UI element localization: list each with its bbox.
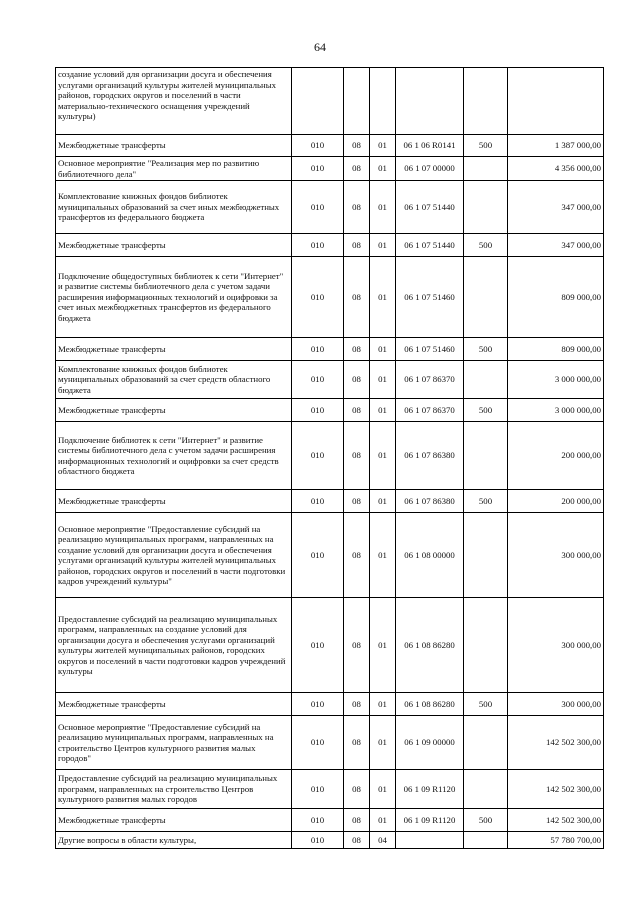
- subsection-code: 01: [370, 135, 396, 157]
- table-row: [56, 832, 604, 849]
- section-code: 08: [344, 809, 370, 832]
- amount: 809 000,00: [508, 257, 604, 338]
- expense-type-code: 500: [464, 809, 508, 832]
- target-article-code: 06 1 07 00000: [396, 157, 464, 181]
- row-name: Комплектование книжных фондов библиотек муниципальных образований за счет средств областного бюджета: [56, 361, 292, 399]
- row-name: Комплектование книжных фондов библиотек муниципальных образований за счет иных межбюджетных трансфертов из федерального бюджета: [56, 181, 292, 234]
- amount: 809 000,00: [508, 338, 604, 361]
- amount: 142 502 300,00: [508, 770, 604, 809]
- target-article-code: 06 1 09 R1120: [396, 809, 464, 832]
- row-name: Подключение общедоступных библиотек к сети "Интернет" и развитие системы библиотечного дела с учетом задачи расширения информационных технологий и оцифровки за счет иных межбюджетных трансфертов из федерального бюджета: [56, 257, 292, 338]
- subsection-code: 01: [370, 693, 396, 716]
- expense-type-code: 500: [464, 399, 508, 422]
- expense-type-code: 500: [464, 490, 508, 513]
- budget-table: [55, 67, 604, 849]
- target-article-code: 06 1 09 R1120: [396, 770, 464, 809]
- ministry-code: 010: [292, 770, 344, 809]
- row-name: Межбюджетные трансферты: [56, 693, 292, 716]
- subsection-code: 01: [370, 257, 396, 338]
- row-name: Межбюджетные трансферты: [56, 135, 292, 157]
- table-row: [56, 490, 604, 513]
- section-code: 08: [344, 181, 370, 234]
- table-row: [56, 157, 604, 181]
- expense-type-code: [464, 598, 508, 693]
- section-code: 08: [344, 693, 370, 716]
- amount: 4 356 000,00: [508, 157, 604, 181]
- target-article-code: 06 1 07 51440: [396, 234, 464, 257]
- table-row: [56, 181, 604, 234]
- target-article-code: 06 1 07 51440: [396, 181, 464, 234]
- subsection-code: 04: [370, 832, 396, 849]
- table-row: [56, 338, 604, 361]
- expense-type-code: [464, 513, 508, 598]
- expense-type-code: 500: [464, 338, 508, 361]
- expense-type-code: 500: [464, 234, 508, 257]
- amount: [508, 68, 604, 135]
- subsection-code: 01: [370, 490, 396, 513]
- section-code: 08: [344, 361, 370, 399]
- subsection-code: 01: [370, 361, 396, 399]
- target-article-code: 06 1 07 86380: [396, 422, 464, 490]
- table-row: [56, 234, 604, 257]
- amount: 142 502 300,00: [508, 809, 604, 832]
- ministry-code: 010: [292, 513, 344, 598]
- ministry-code: 010: [292, 135, 344, 157]
- expense-type-code: 500: [464, 135, 508, 157]
- row-name: Основное мероприятие "Предоставление субсидий на реализацию муниципальных программ, направленных на создание условий для организации досуга и обеспечения услугами организаций культуры жителей муниципальных районов, городских округов и поселений в части подготовки кадров учреждений культуры": [56, 513, 292, 598]
- target-article-code: 06 1 06 R0141: [396, 135, 464, 157]
- ministry-code: [292, 68, 344, 135]
- row-name: Другие вопросы в области культуры,: [56, 832, 292, 849]
- expense-type-code: [464, 68, 508, 135]
- section-code: 08: [344, 770, 370, 809]
- subsection-code: 01: [370, 598, 396, 693]
- row-name: Основное мероприятие "Реализация мер по развитию библиотечного дела": [56, 157, 292, 181]
- row-name: Межбюджетные трансферты: [56, 338, 292, 361]
- subsection-code: 01: [370, 338, 396, 361]
- amount: 300 000,00: [508, 598, 604, 693]
- section-code: 08: [344, 422, 370, 490]
- row-name: создание условий для организации досуга и обеспечения услугами организаций культуры жителей муниципальных районов, городских округов и поселений в части материально-технического оснащения учреждений культуры): [56, 68, 292, 135]
- target-article-code: 06 1 07 86380: [396, 490, 464, 513]
- table-row: [56, 770, 604, 809]
- table-row: [56, 257, 604, 338]
- subsection-code: 01: [370, 513, 396, 598]
- table-row: [56, 513, 604, 598]
- target-article-code: 06 1 08 00000: [396, 513, 464, 598]
- table-row: [56, 135, 604, 157]
- amount: 347 000,00: [508, 181, 604, 234]
- ministry-code: 010: [292, 490, 344, 513]
- target-article-code: 06 1 08 86280: [396, 598, 464, 693]
- ministry-code: 010: [292, 234, 344, 257]
- row-name: Основное мероприятие "Предоставление субсидий на реализацию муниципальных программ, направленных на строительство Центров культурного развития малых городов": [56, 716, 292, 770]
- section-code: 08: [344, 513, 370, 598]
- ministry-code: 010: [292, 361, 344, 399]
- row-name: Межбюджетные трансферты: [56, 399, 292, 422]
- ministry-code: 010: [292, 716, 344, 770]
- subsection-code: [370, 68, 396, 135]
- table-row: [56, 716, 604, 770]
- section-code: 08: [344, 157, 370, 181]
- section-code: [344, 68, 370, 135]
- subsection-code: 01: [370, 234, 396, 257]
- expense-type-code: [464, 832, 508, 849]
- amount: 3 000 000,00: [508, 361, 604, 399]
- row-name: Предоставление субсидий на реализацию муниципальных программ, направленных на строительство Центров культурного развития малых городов: [56, 770, 292, 809]
- amount: 3 000 000,00: [508, 399, 604, 422]
- expense-type-code: 500: [464, 693, 508, 716]
- row-name: Предоставление субсидий на реализацию муниципальных программ, направленных на создание условий для организации досуга и обеспечения услугами организаций культуры жителей муниципальных районов, городских округов и поселений в части подготовки кадров учреждений культуры: [56, 598, 292, 693]
- section-code: 08: [344, 598, 370, 693]
- amount: 200 000,00: [508, 422, 604, 490]
- target-article-code: 06 1 07 51460: [396, 257, 464, 338]
- table-row: [56, 68, 604, 135]
- expense-type-code: [464, 257, 508, 338]
- expense-type-code: [464, 361, 508, 399]
- row-name: Межбюджетные трансферты: [56, 234, 292, 257]
- ministry-code: 010: [292, 809, 344, 832]
- row-name: Межбюджетные трансферты: [56, 809, 292, 832]
- target-article-code: 06 1 07 86370: [396, 399, 464, 422]
- amount: 142 502 300,00: [508, 716, 604, 770]
- amount: 200 000,00: [508, 490, 604, 513]
- section-code: 08: [344, 338, 370, 361]
- target-article-code: 06 1 09 00000: [396, 716, 464, 770]
- subsection-code: 01: [370, 181, 396, 234]
- expense-type-code: [464, 770, 508, 809]
- subsection-code: 01: [370, 157, 396, 181]
- ministry-code: 010: [292, 693, 344, 716]
- page-number: 64: [314, 40, 326, 54]
- ministry-code: 010: [292, 422, 344, 490]
- table-row: [56, 422, 604, 490]
- amount: 57 780 700,00: [508, 832, 604, 849]
- ministry-code: 010: [292, 338, 344, 361]
- expense-type-code: [464, 422, 508, 490]
- target-article-code: [396, 832, 464, 849]
- amount: 1 387 000,00: [508, 135, 604, 157]
- table-row: [56, 361, 604, 399]
- expense-type-code: [464, 157, 508, 181]
- ministry-code: 010: [292, 832, 344, 849]
- section-code: 08: [344, 832, 370, 849]
- section-code: 08: [344, 257, 370, 338]
- section-code: 08: [344, 399, 370, 422]
- ministry-code: 010: [292, 257, 344, 338]
- subsection-code: 01: [370, 422, 396, 490]
- target-article-code: 06 1 08 86280: [396, 693, 464, 716]
- ministry-code: 010: [292, 399, 344, 422]
- target-article-code: 06 1 07 51460: [396, 338, 464, 361]
- table-row: [56, 693, 604, 716]
- amount: 347 000,00: [508, 234, 604, 257]
- amount: 300 000,00: [508, 513, 604, 598]
- section-code: 08: [344, 490, 370, 513]
- table-row: [56, 809, 604, 832]
- subsection-code: 01: [370, 770, 396, 809]
- subsection-code: 01: [370, 809, 396, 832]
- table-row: [56, 598, 604, 693]
- expense-type-code: [464, 181, 508, 234]
- ministry-code: 010: [292, 181, 344, 234]
- amount: 300 000,00: [508, 693, 604, 716]
- subsection-code: 01: [370, 716, 396, 770]
- target-article-code: [396, 68, 464, 135]
- section-code: 08: [344, 234, 370, 257]
- expense-type-code: [464, 716, 508, 770]
- section-code: 08: [344, 135, 370, 157]
- target-article-code: 06 1 07 86370: [396, 361, 464, 399]
- section-code: 08: [344, 716, 370, 770]
- subsection-code: 01: [370, 399, 396, 422]
- ministry-code: 010: [292, 598, 344, 693]
- row-name: Подключение библиотек к сети "Интернет" и развитие системы библиотечного дела с учетом задачи расширения информационных технологий и оцифровки за счет средств областного бюджета: [56, 422, 292, 490]
- table-row: [56, 399, 604, 422]
- row-name: Межбюджетные трансферты: [56, 490, 292, 513]
- ministry-code: 010: [292, 157, 344, 181]
